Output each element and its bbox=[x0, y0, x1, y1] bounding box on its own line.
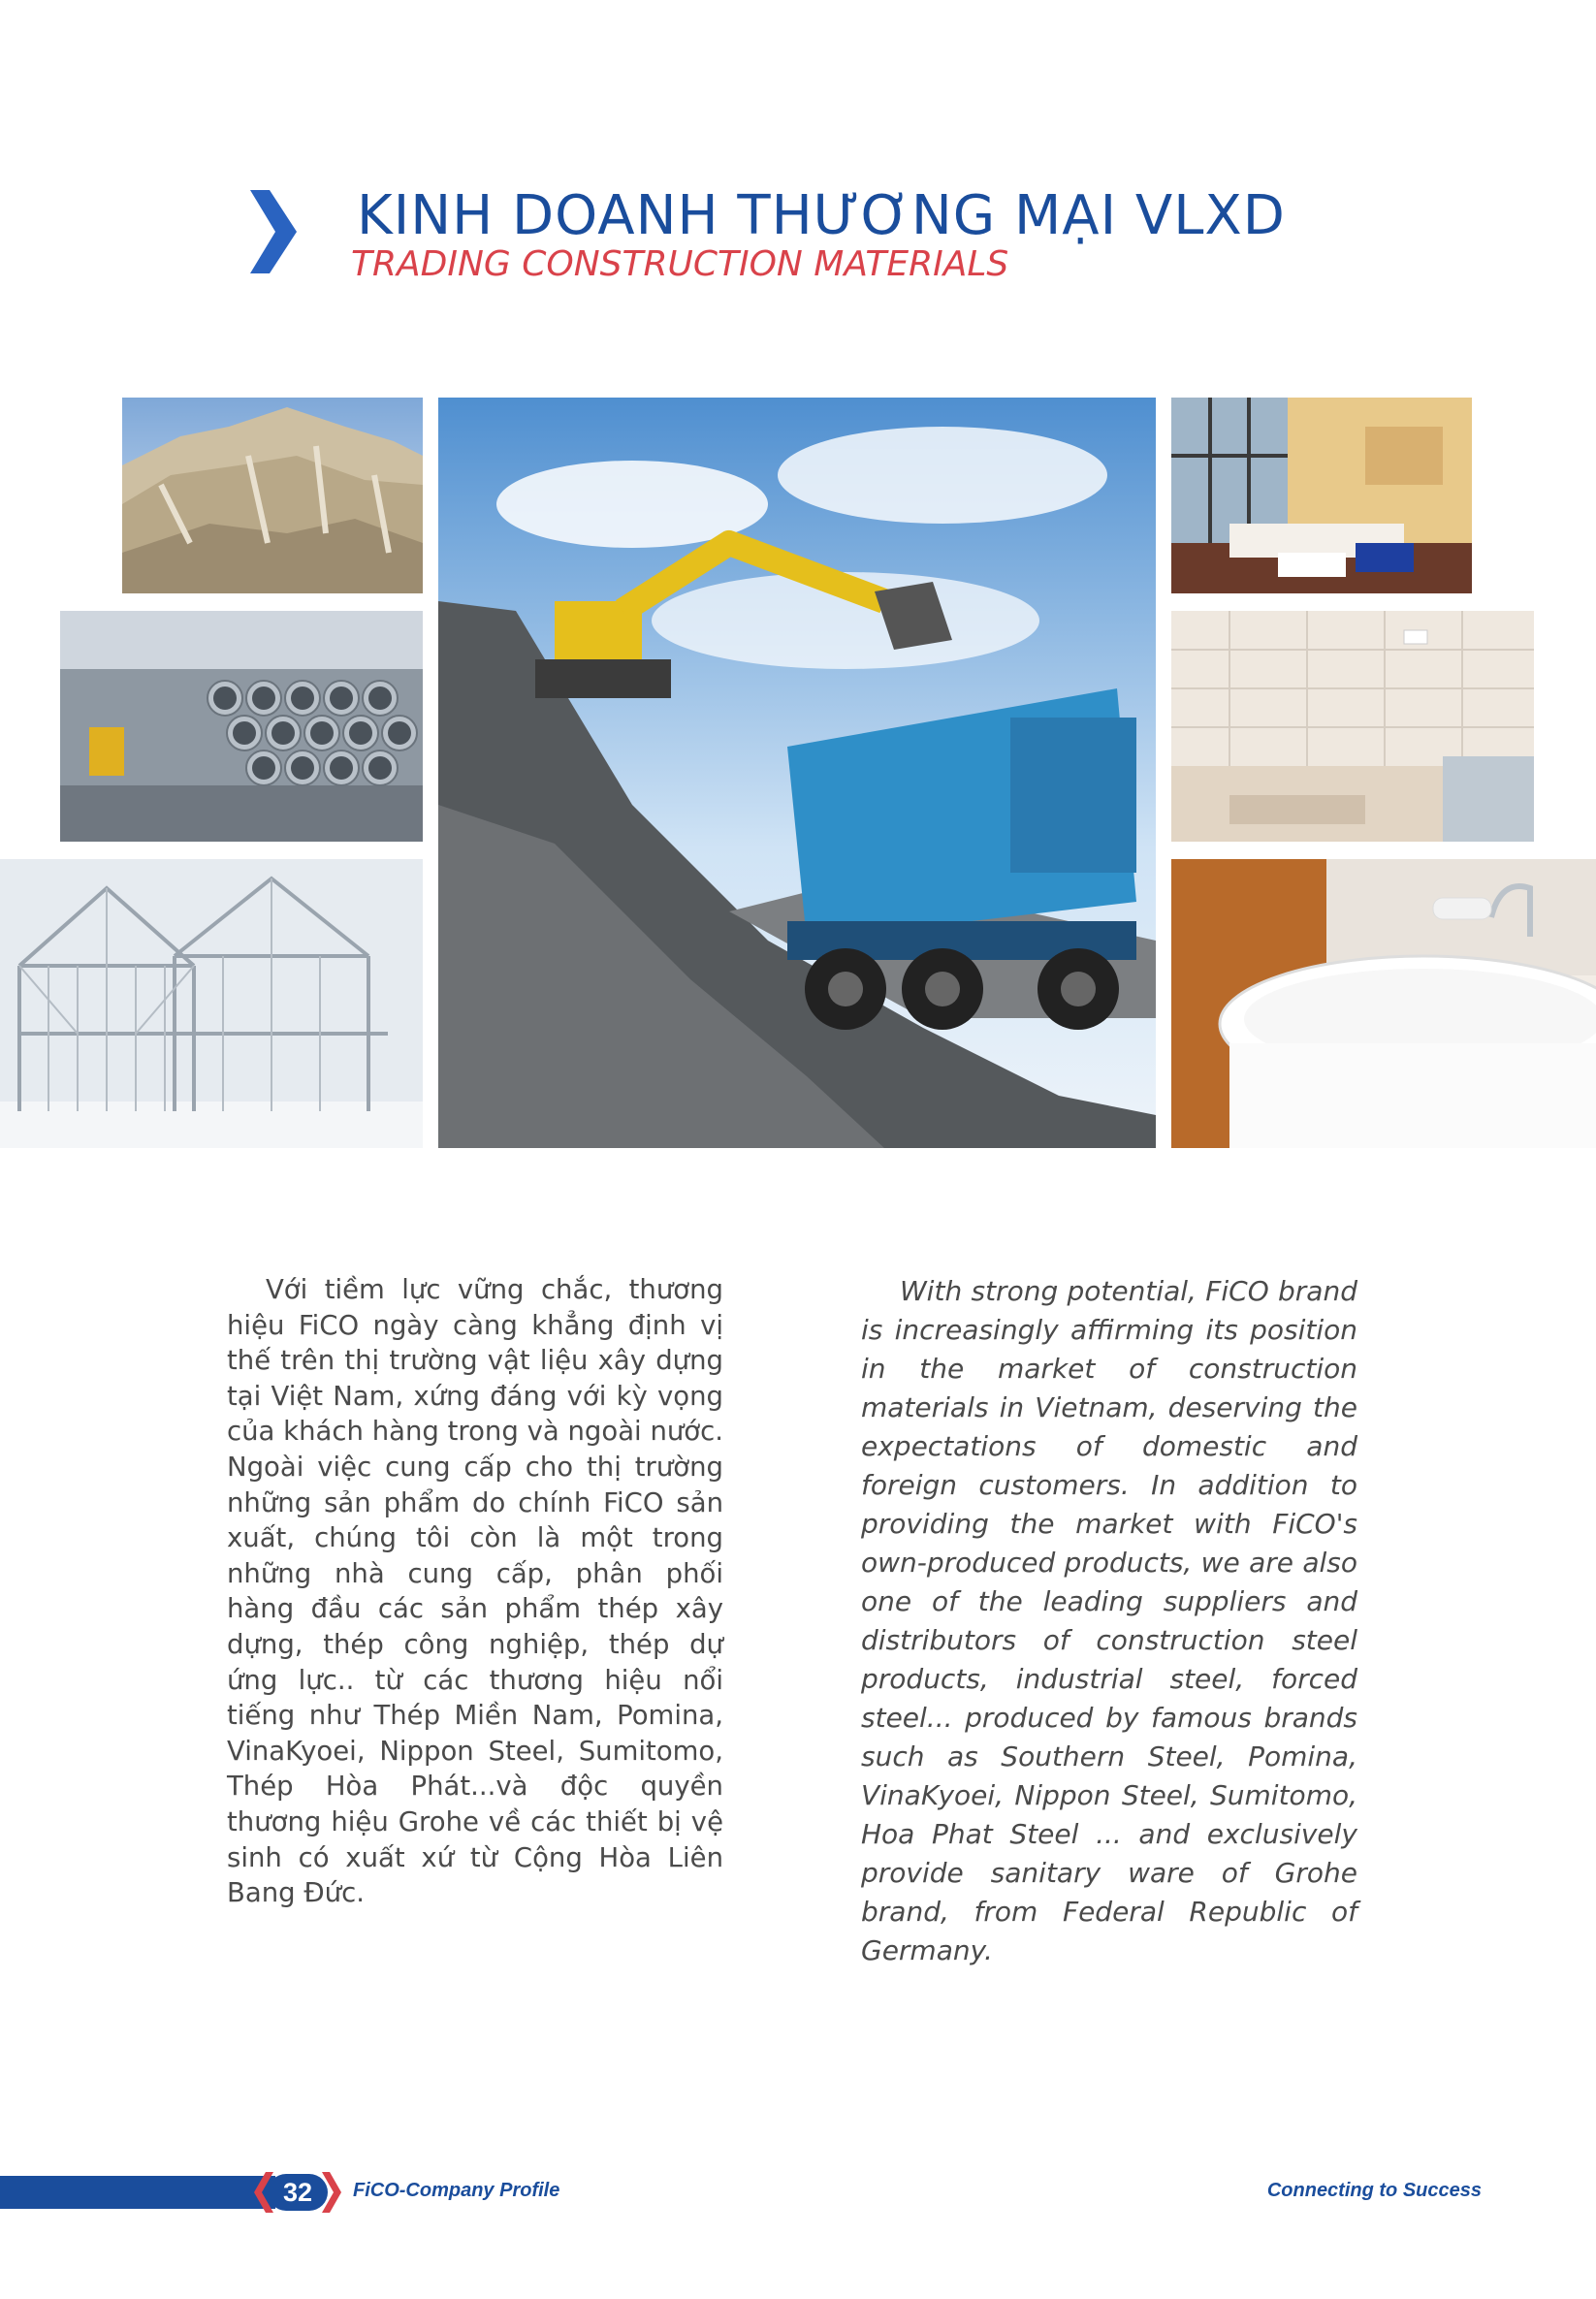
steel-frame-house-photo bbox=[0, 859, 423, 1148]
mountain-photo bbox=[122, 398, 423, 593]
footer-company-name: FiCO-Company Profile bbox=[353, 2180, 560, 2201]
bathtub-photo bbox=[1171, 859, 1596, 1148]
ceiling-interior-photo bbox=[1171, 611, 1534, 842]
body-text-vietnamese: Với tiềm lực vững chắc, thương hiệu FiCO ngày càng khẳng định vị thế trên thị trường vật liệu xây dựng tại Việt Nam, xứng đáng với kỳ vọng của khách hàng trong và ngoài nước. Ngoài việc cung cấp cho thị trường những sản phẩm do chính FiCO sản xuất, chúng tôi còn là một trong những nhà cung cấp, phân phối hàng đầu các sản phẩm thép xây dựng, thép công nghiệp, thép dự ứng lực.. từ các thương hiệu nổi tiếng như Thép Miền Nam, Pomina, VinaKyoei, Nippon Steel, Sumitomo, Thép Hòa Phát...và độc quyền thương hiệu Grohe về các thiết bị vệ sinh có xuất xứ từ Cộng Hòa Liên Bang Đức. bbox=[227, 1274, 723, 1909]
page-number: 32 bbox=[282, 2177, 313, 2207]
body-text-english: With strong potential, FiCO brand is increasingly affirming its position in the market of construction materials in Vietnam, deserving the expectations of domestic and foreign customers. In addition to providing the market with FiCO's own-produced products, we are also one of the leading suppliers and distributors of construction steel products, industrial steel, forced steel... produced by famous brands such as Southern Steel, Pomina, VinaKyoei, Nippon Steel, Sumitomo, Hoa Phat Steel ... and exclusively provide sanitary ware of Grohe brand, from Federal Republic of Germany. bbox=[861, 1275, 1357, 1966]
chevron-right-icon bbox=[250, 190, 297, 273]
footer-bar bbox=[0, 2176, 275, 2209]
steel-pipes-photo bbox=[60, 611, 423, 842]
page-title: KINH DOANH THƯƠNG MẠI VLXD bbox=[357, 184, 1286, 247]
footer-slogan: Connecting to Success bbox=[1266, 2180, 1482, 2201]
excavator-truck-photo bbox=[438, 398, 1156, 1148]
living-room-photo bbox=[1171, 398, 1472, 593]
page-subtitle: TRADING CONSTRUCTION MATERIALS bbox=[351, 244, 1009, 284]
